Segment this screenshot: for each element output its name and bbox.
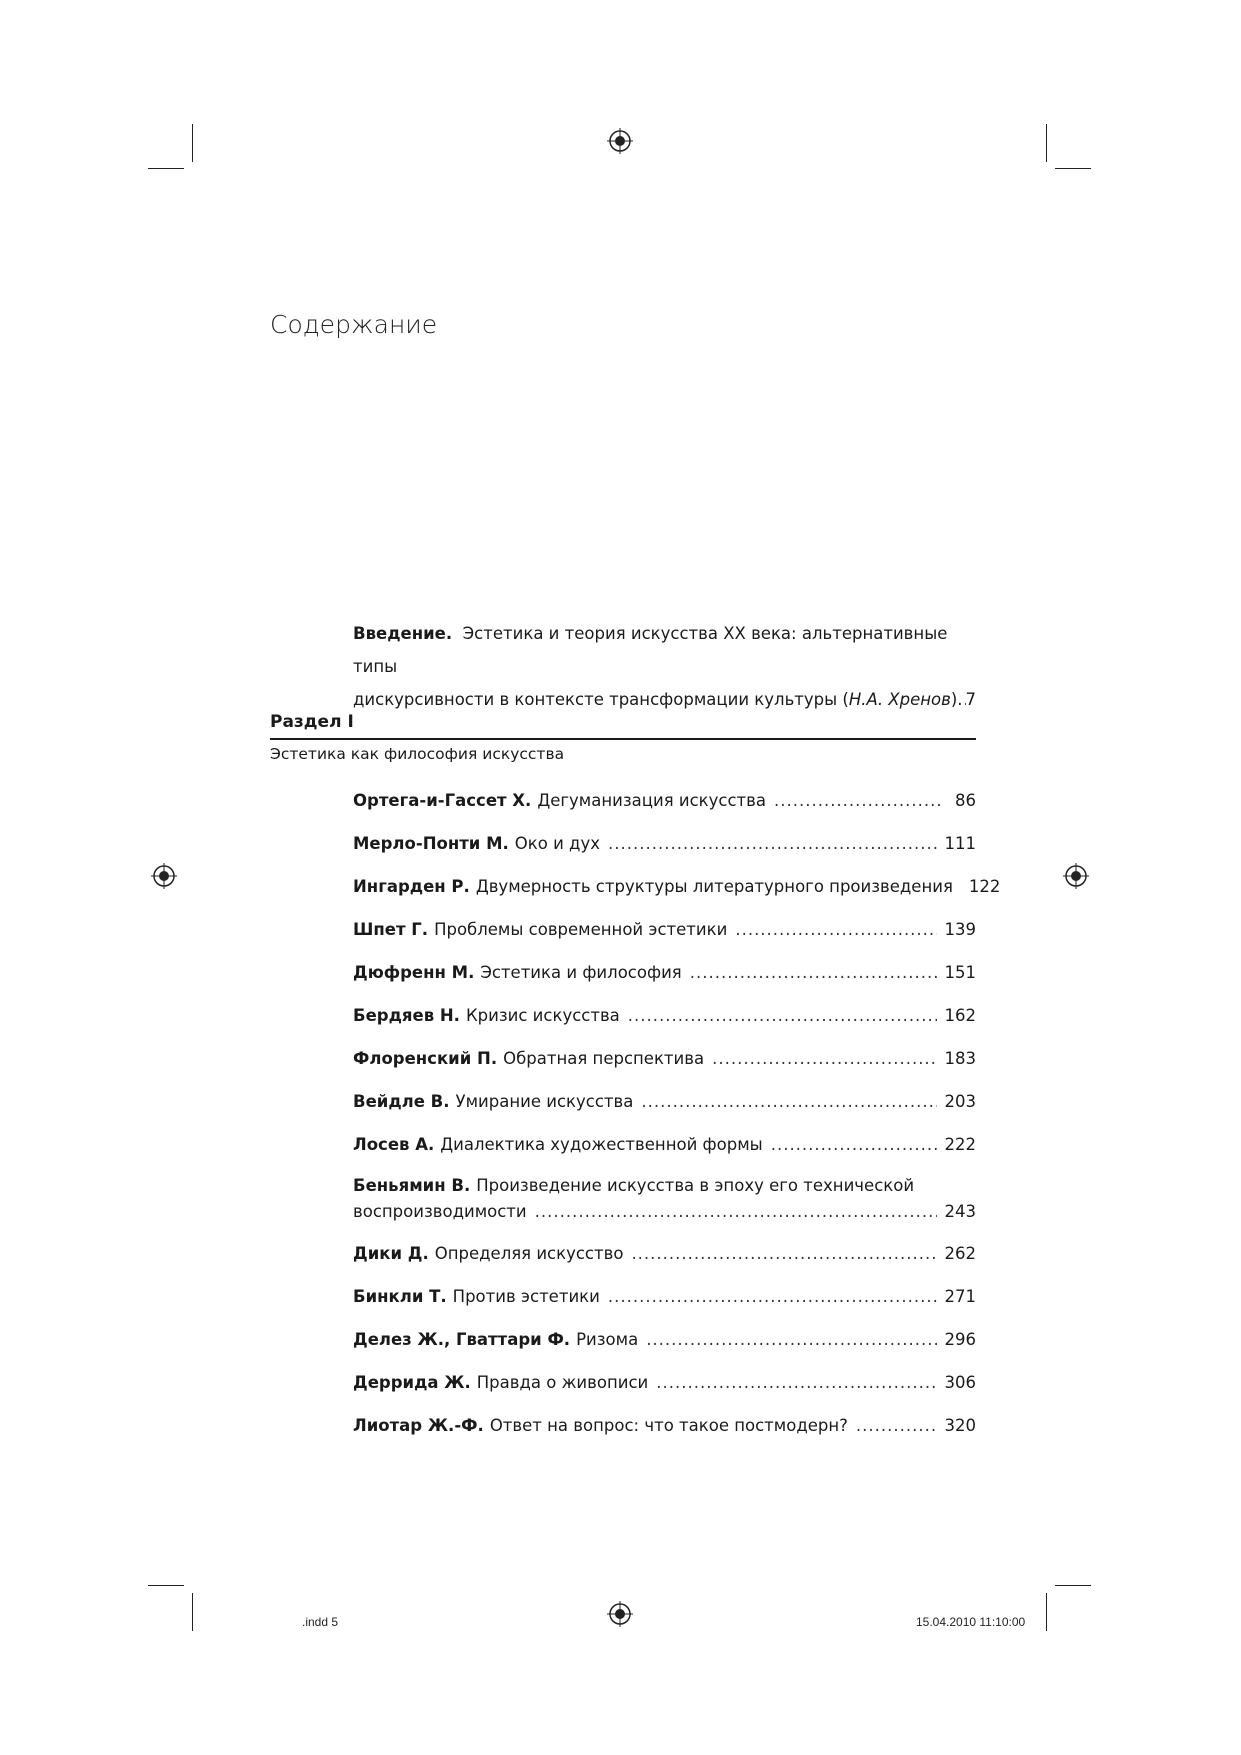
entry-title: Правда о живописи <box>476 1373 649 1392</box>
entry-page: 306 <box>944 1373 976 1392</box>
entry-page: 271 <box>944 1287 976 1306</box>
intro-label: Введение. <box>353 624 453 643</box>
entry-title: Против эстетики <box>452 1287 600 1306</box>
section-subtitle: Эстетика как философия искусства <box>270 745 565 763</box>
entry-page: 111 <box>944 834 976 853</box>
intro-author: Н.А. Хренов <box>848 690 951 709</box>
entry-author: Ингарден Р. <box>353 877 470 896</box>
crop-mark <box>192 124 193 162</box>
leader-dots <box>774 786 944 816</box>
toc-entry <box>353 1044 976 1087</box>
entry-title: Произведение искусства в эпоху его технической <box>476 1176 915 1195</box>
entry-line-1 <box>353 1173 976 1199</box>
crop-mark <box>1046 124 1047 162</box>
entry-author: Деррида Ж. <box>353 1373 471 1392</box>
intro-entry <box>353 617 976 716</box>
entry-author: Дики Д. <box>353 1244 429 1263</box>
toc-entry <box>353 1087 976 1130</box>
entry-page: 183 <box>944 1049 976 1068</box>
entry-line-2 <box>353 1199 976 1225</box>
crop-mark <box>148 1585 184 1586</box>
entry-page: 320 <box>944 1416 976 1435</box>
toc-list <box>353 786 1001 1454</box>
entry-title: Обратная перспектива <box>503 1049 705 1068</box>
entry-page: 122 <box>968 877 1001 896</box>
entry-author: Мерло-Понти М. <box>353 834 509 853</box>
leader-dots <box>535 1199 937 1225</box>
entry-title: Дегуманизация искусства <box>537 791 766 810</box>
toc-entry <box>353 1368 976 1411</box>
leader-dots <box>735 915 936 945</box>
registration-mark-icon <box>607 128 633 154</box>
entry-author: Делез Ж., Гваттари Ф. <box>353 1330 571 1349</box>
section-header <box>270 712 976 763</box>
footer-datetime: 15.04.2010 11:10:00 <box>916 1615 1026 1629</box>
entry-page: 151 <box>944 963 976 982</box>
crop-mark <box>1055 168 1091 169</box>
entry-page: 203 <box>944 1092 976 1111</box>
entry-author: Дюфренн М. <box>353 963 475 982</box>
leader-dots <box>856 1411 937 1441</box>
crop-mark <box>148 168 184 169</box>
toc-entry <box>353 1325 976 1368</box>
entry-author: Бердяев Н. <box>353 1006 460 1025</box>
intro-page: 7 <box>965 690 976 709</box>
intro-line-1 <box>353 617 976 683</box>
toc-entry <box>353 1001 976 1044</box>
toc-entry <box>353 872 1001 915</box>
intro-title-cont: дискурсивности в контексте трансформации культуры ( <box>353 690 849 709</box>
entry-title: Диалектика художественной формы <box>440 1135 763 1154</box>
toc-entry <box>353 915 976 958</box>
entry-title: Ризома <box>576 1330 639 1349</box>
entry-author: Флоренский П. <box>353 1049 498 1068</box>
toc-entry <box>353 786 976 829</box>
registration-mark-icon <box>1063 863 1089 889</box>
entry-title: Определяя искусство <box>434 1244 624 1263</box>
leader-dots <box>631 1239 936 1269</box>
toc-entry <box>353 1282 976 1325</box>
entry-author: Бинкли Т. <box>353 1287 447 1306</box>
footer-file: .indd 5 <box>302 1615 339 1629</box>
entry-author: Лосев А. <box>353 1135 435 1154</box>
leader-dots <box>608 1282 937 1312</box>
toc-entry <box>353 829 976 872</box>
entry-page: 262 <box>944 1244 976 1263</box>
entry-title: Двумерность структуры литературного произведения <box>475 877 953 896</box>
entry-title: Умирание искусства <box>455 1092 634 1111</box>
entry-title: Око и дух <box>514 834 600 853</box>
registration-mark-icon <box>607 1601 633 1627</box>
entry-page: 86 <box>955 791 976 810</box>
intro-paren: ) <box>950 690 958 709</box>
entry-page: 139 <box>944 920 976 939</box>
leader-dots <box>712 1044 936 1074</box>
entry-author: Шпет Г. <box>353 920 429 939</box>
entry-author: Лиотар Ж.-Ф. <box>353 1416 484 1435</box>
entry-page: 243 <box>944 1202 976 1221</box>
entry-author: Вейдле В. <box>353 1092 450 1111</box>
crop-mark <box>192 1593 193 1631</box>
toc-entry <box>353 1239 976 1282</box>
entry-page: 222 <box>944 1135 976 1154</box>
entry-page: 162 <box>944 1006 976 1025</box>
entry-title: Эстетика и философия <box>480 963 682 982</box>
toc-entry <box>353 958 976 1001</box>
registration-mark-icon <box>151 863 177 889</box>
toc-entry <box>353 1130 976 1173</box>
leader-dots <box>690 958 937 988</box>
page-title: Содержание <box>270 310 438 339</box>
crop-mark <box>1046 1593 1047 1631</box>
leader-dots <box>641 1087 936 1117</box>
leader-dots <box>771 1130 937 1160</box>
toc-entry <box>353 1411 976 1454</box>
intro-title: Эстетика и теория искусства XX века: альтернативные типы <box>353 624 948 676</box>
entry-title: Проблемы современной эстетики <box>434 920 728 939</box>
entry-page: 296 <box>944 1330 976 1349</box>
section-title: Раздел I <box>270 712 976 740</box>
entry-title-cont: воспроизводимости <box>353 1202 527 1221</box>
entry-title: Кризис искусства <box>465 1006 620 1025</box>
leader-dots <box>656 1368 936 1398</box>
entry-author: Беньямин В. <box>353 1176 471 1195</box>
entry-title: Ответ на вопрос: что такое постмодерн? <box>489 1416 848 1435</box>
entry-author: Ортега-и-Гассет Х. <box>353 791 532 810</box>
leader-dots <box>628 1001 937 1031</box>
leader-dots <box>608 829 937 859</box>
leader-dots <box>646 1325 936 1355</box>
crop-mark <box>1055 1585 1091 1586</box>
toc-entry <box>353 1173 976 1239</box>
